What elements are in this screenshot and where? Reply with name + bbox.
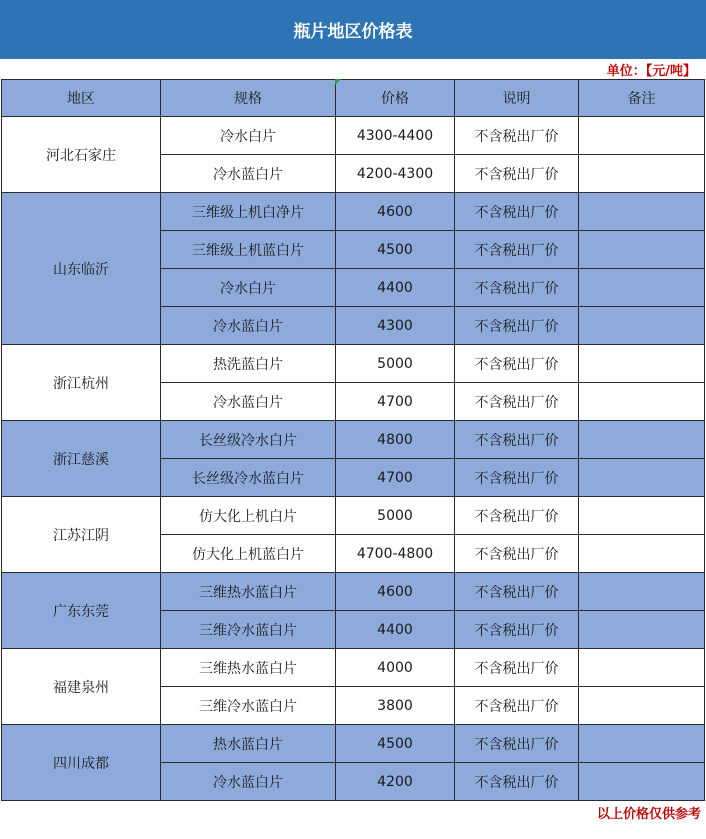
note-cell: 不含税出厂价: [455, 193, 579, 231]
remark-cell: [579, 193, 705, 231]
price-cell: 4800: [336, 421, 455, 459]
price-cell: 4500: [336, 231, 455, 269]
note-cell: 不含税出厂价: [455, 535, 579, 573]
note-cell: 不含税出厂价: [455, 345, 579, 383]
table-row: [2, 497, 705, 535]
table-row: [2, 117, 705, 155]
table-row: [2, 193, 705, 231]
price-cell: 5000: [336, 345, 455, 383]
note-cell: 不含税出厂价: [455, 573, 579, 611]
spec-cell: 三维冷水蓝白片: [161, 611, 336, 649]
header-region: 地区: [2, 80, 161, 117]
note-cell: 不含税出厂价: [455, 763, 579, 801]
header-note: 说明: [455, 80, 579, 117]
spec-cell: 冷水蓝白片: [161, 383, 336, 421]
note-cell: 不含税出厂价: [455, 725, 579, 763]
region-cell: 四川成都: [2, 725, 161, 801]
remark-cell: [579, 269, 705, 307]
price-table-body: [2, 117, 705, 801]
cell-comment-marker: [335, 79, 341, 85]
region-cell: 河北石家庄: [2, 117, 161, 193]
spec-cell: 热洗蓝白片: [161, 345, 336, 383]
price-cell: 4700-4800: [336, 535, 455, 573]
region-cell: 广东东莞: [2, 573, 161, 649]
spec-cell: 三维冷水蓝白片: [161, 687, 336, 725]
price-cell: 4400: [336, 269, 455, 307]
spec-cell: 三维热水蓝白片: [161, 649, 336, 687]
spec-cell: 三维级上机蓝白片: [161, 231, 336, 269]
note-cell: 不含税出厂价: [455, 117, 579, 155]
remark-cell: [579, 421, 705, 459]
header-price: 价格: [336, 80, 455, 117]
price-cell: 5000: [336, 497, 455, 535]
spec-cell: 热水蓝白片: [161, 725, 336, 763]
footer-note: 以上价格仅供参考: [596, 807, 701, 822]
table-row: [2, 649, 705, 687]
remark-cell: [579, 649, 705, 687]
note-cell: 不含税出厂价: [455, 269, 579, 307]
header-spec: 规格: [161, 80, 336, 117]
region-cell: 山东临沂: [2, 193, 161, 345]
table-row: [2, 345, 705, 383]
spec-cell: 仿大化上机蓝白片: [161, 535, 336, 573]
spec-cell: 冷水白片: [161, 269, 336, 307]
note-cell: 不含税出厂价: [455, 649, 579, 687]
price-table: [1, 79, 705, 801]
unit-row: [0, 59, 706, 79]
note-cell: 不含税出厂价: [455, 421, 579, 459]
spec-cell: 冷水白片: [161, 117, 336, 155]
unit-label: 单位：【元/吨】: [606, 64, 696, 79]
spec-cell: 三维热水蓝白片: [161, 573, 336, 611]
region-cell: 浙江杭州: [2, 345, 161, 421]
spec-cell: 长丝级冷水蓝白片: [161, 459, 336, 497]
region-cell: 江苏江阴: [2, 497, 161, 573]
note-cell: 不含税出厂价: [455, 611, 579, 649]
header-row: [2, 80, 705, 117]
price-cell: 4700: [336, 459, 455, 497]
remark-cell: [579, 573, 705, 611]
table-title-bar: [0, 0, 706, 59]
remark-cell: [579, 497, 705, 535]
note-cell: 不含税出厂价: [455, 155, 579, 193]
spec-cell: 三维级上机白净片: [161, 193, 336, 231]
remark-cell: [579, 611, 705, 649]
note-cell: 不含税出厂价: [455, 459, 579, 497]
note-cell: 不含税出厂价: [455, 307, 579, 345]
remark-cell: [579, 383, 705, 421]
price-cell: 4700: [336, 383, 455, 421]
price-cell: 4000: [336, 649, 455, 687]
remark-cell: [579, 345, 705, 383]
header-remark: 备注: [579, 80, 705, 117]
table-row: [2, 573, 705, 611]
page-title: 瓶片地区价格表: [293, 22, 413, 42]
note-cell: 不含税出厂价: [455, 383, 579, 421]
price-cell: 4400: [336, 611, 455, 649]
region-cell: 浙江慈溪: [2, 421, 161, 497]
spec-cell: 冷水蓝白片: [161, 763, 336, 801]
remark-cell: [579, 535, 705, 573]
region-cell: 福建泉州: [2, 649, 161, 725]
remark-cell: [579, 307, 705, 345]
remark-cell: [579, 155, 705, 193]
table-row: [2, 421, 705, 459]
note-cell: 不含税出厂价: [455, 497, 579, 535]
price-cell: 4200: [336, 763, 455, 801]
price-cell: 4500: [336, 725, 455, 763]
price-cell: 4600: [336, 573, 455, 611]
price-cell: 4200-4300: [336, 155, 455, 193]
spec-cell: 冷水蓝白片: [161, 155, 336, 193]
remark-cell: [579, 687, 705, 725]
spec-cell: 冷水蓝白片: [161, 307, 336, 345]
note-cell: 不含税出厂价: [455, 231, 579, 269]
price-cell: 4600: [336, 193, 455, 231]
price-cell: 4300-4400: [336, 117, 455, 155]
remark-cell: [579, 763, 705, 801]
remark-cell: [579, 725, 705, 763]
remark-cell: [579, 231, 705, 269]
table-row: [2, 725, 705, 763]
price-cell: 4300: [336, 307, 455, 345]
remark-cell: [579, 117, 705, 155]
spec-cell: 仿大化上机白片: [161, 497, 336, 535]
note-cell: 不含税出厂价: [455, 687, 579, 725]
spec-cell: 长丝级冷水白片: [161, 421, 336, 459]
price-cell: 3800: [336, 687, 455, 725]
remark-cell: [579, 459, 705, 497]
